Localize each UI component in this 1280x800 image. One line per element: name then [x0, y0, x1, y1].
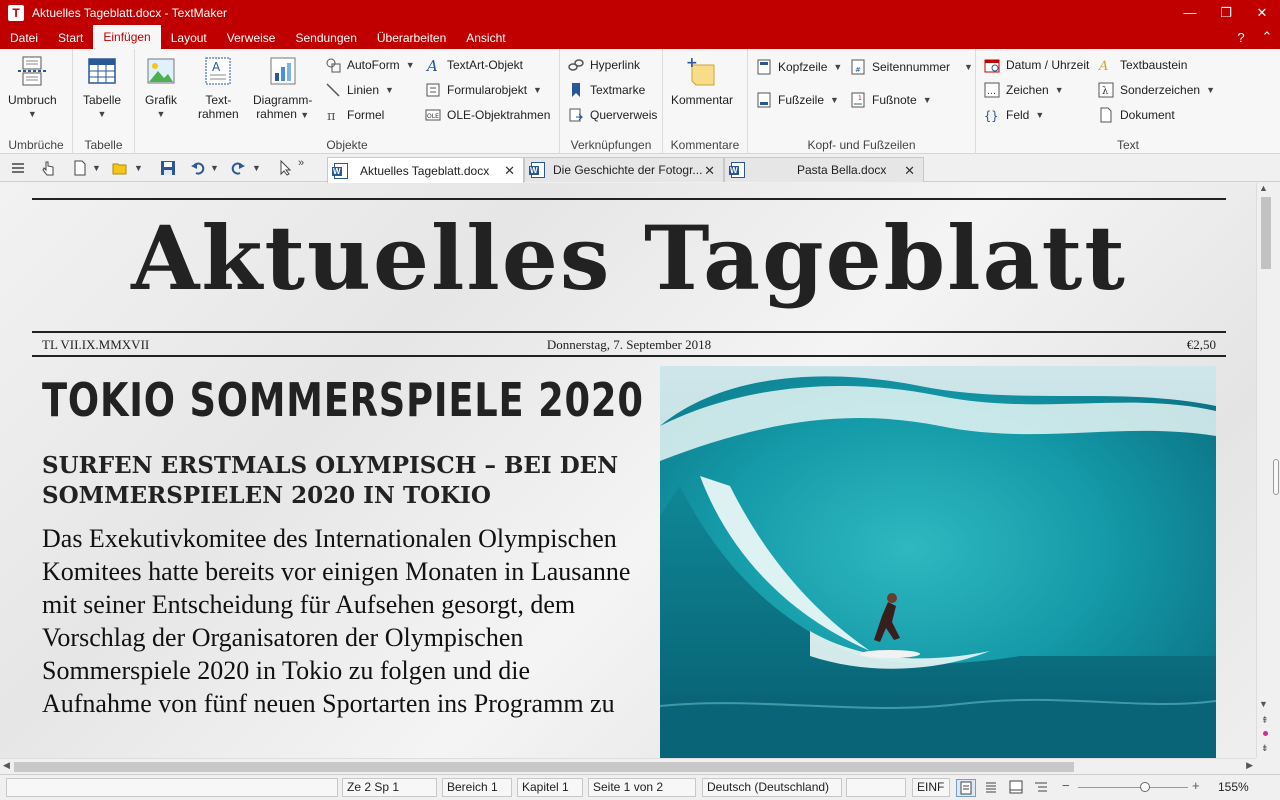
group-objekte — [135, 49, 560, 154]
surfer-wave-photo[interactable] — [660, 366, 1216, 758]
svg-text:…: … — [987, 87, 996, 97]
help-icon[interactable]: ? — [1237, 29, 1245, 45]
group-verknuepfungen — [560, 49, 663, 154]
group-text — [976, 49, 1280, 154]
zoom-in-icon[interactable]: + — [1192, 778, 1200, 793]
svg-text:A: A — [427, 57, 438, 73]
menu-ueberarbeiten[interactable]: Überarbeiten — [376, 31, 447, 45]
open-dropdown-chevron-icon[interactable]: ▼ — [134, 163, 143, 173]
umbruch-label: Umbruch — [8, 93, 57, 107]
vertical-scroll-thumb[interactable] — [1261, 197, 1271, 269]
status-empty-field — [846, 778, 906, 797]
redo-icon[interactable] — [230, 160, 246, 176]
linien-button[interactable] — [325, 80, 394, 100]
textrahmen-button[interactable] — [198, 55, 239, 121]
diagrammrahmen-label-line2: rahmen ▼ — [256, 107, 310, 121]
chart-frame-icon — [267, 55, 299, 87]
previous-page-icon[interactable]: ⇞ — [1261, 715, 1269, 725]
linien-label: Linien — [347, 83, 380, 97]
tabelle-button[interactable] — [83, 55, 121, 121]
seitennummer-button[interactable] — [850, 57, 973, 77]
article-subheadline[interactable]: SURFEN ERSTMALS OLYMPISCH – BEI DEN SOMMERSPIELEN 2020 IN TOKIO — [42, 452, 619, 509]
view-outline-icon[interactable] — [1032, 779, 1052, 797]
textmarke-label: Textmarke — [590, 83, 646, 97]
footer-icon — [756, 92, 772, 108]
textart-button[interactable] — [425, 55, 523, 75]
article-headline[interactable]: TOKIO SOMMERSPIELE 2020 — [42, 373, 644, 427]
chevron-down-icon: ▼ — [405, 60, 415, 70]
close-tab-icon[interactable]: ✕ — [504, 163, 515, 178]
autoform-label: AutoForm — [347, 58, 400, 72]
feld-button[interactable] — [984, 105, 1044, 125]
tab-label: Aktuelles Tageblatt.docx — [360, 163, 490, 178]
horizontal-scroll-thumb[interactable] — [14, 762, 1074, 772]
group-label-kommentare: Kommentare — [670, 138, 740, 152]
textart-icon — [425, 57, 441, 73]
next-page-icon[interactable]: ⇟ — [1261, 743, 1269, 753]
save-icon[interactable] — [160, 160, 176, 176]
new-document-icon[interactable] — [72, 160, 88, 176]
chevron-down-icon: ▼ — [830, 95, 839, 105]
fussnote-label: Fußnote — [872, 93, 917, 107]
chevron-down-icon: ▼ — [833, 62, 843, 72]
group-umbrueche — [0, 49, 73, 154]
ole-objektrahmen-button[interactable] — [425, 105, 550, 125]
feld-label: Feld — [1006, 108, 1030, 122]
chevron-down-icon: ▼ — [922, 95, 932, 105]
tab-label: Die Geschichte der Fotogr... — [553, 163, 703, 177]
group-kopf-fusszeilen — [748, 49, 976, 154]
group-tabelle — [73, 49, 135, 154]
header-icon — [756, 59, 772, 75]
calendar-icon — [984, 57, 1000, 73]
group-kommentare — [663, 49, 748, 154]
masthead[interactable]: Aktuelles Tageblatt — [131, 206, 1127, 310]
quick-toolbar — [0, 155, 1280, 182]
date-text[interactable]: Donnerstag, 7. September 2018 — [546, 337, 712, 352]
minimize-button[interactable]: — — [1183, 5, 1197, 20]
chevron-down-icon: ▼ — [156, 109, 166, 119]
svg-text:OLE: OLE — [427, 113, 439, 120]
status-seite[interactable]: Seite 1 von 2 — [588, 778, 696, 797]
kommentar-label: Kommentar — [671, 93, 734, 107]
page-break-icon — [16, 55, 48, 87]
word-document-icon — [334, 163, 348, 179]
querverweis-label: Querverweis — [590, 108, 658, 122]
svg-text:A: A — [1099, 59, 1109, 73]
autoform-button[interactable] — [325, 55, 415, 75]
sonderzeichen-label: Sonderzeichen — [1120, 83, 1201, 97]
seitennummer-label: Seitennummer — [872, 60, 951, 74]
menu-right-controls — [1228, 25, 1280, 49]
formularobjekt-button[interactable] — [425, 80, 542, 100]
menu-bar — [0, 25, 1280, 49]
scroll-down-arrow-icon[interactable]: ▼ — [1259, 699, 1268, 709]
select-pointer-icon[interactable] — [278, 160, 294, 176]
status-insert-mode[interactable]: EINF — [912, 778, 950, 797]
ole-label: OLE-Objektrahmen — [447, 108, 551, 122]
menu-layout[interactable]: Layout — [170, 31, 207, 45]
status-position[interactable]: Ze 2 Sp 1 — [342, 778, 437, 797]
ribbon-collapse-icon[interactable]: ⌃ — [1261, 29, 1273, 44]
group-label-tabelle: Tabelle — [84, 138, 123, 152]
document-icon — [1098, 107, 1114, 123]
undo-dropdown-chevron-icon[interactable]: ▼ — [210, 163, 219, 173]
splitter-handle[interactable] — [1273, 459, 1279, 495]
svg-text:A: A — [212, 60, 221, 74]
hyperlink-label: Hyperlink — [590, 58, 641, 72]
diagrammrahmen-label-line1: Diagramm- — [253, 93, 313, 107]
footnote-icon — [850, 92, 866, 108]
touch-mode-icon[interactable] — [40, 160, 56, 176]
title-bar — [0, 0, 1280, 25]
grafik-button[interactable] — [145, 55, 177, 121]
field-icon — [984, 107, 1000, 123]
textbaustein-button[interactable] — [1098, 55, 1187, 75]
text-frame-icon — [202, 55, 234, 87]
zeichen-button[interactable] — [984, 80, 1064, 100]
tab-aktuelles-tageblatt[interactable] — [327, 157, 524, 183]
scroll-up-arrow-icon[interactable]: ▲ — [1259, 183, 1268, 193]
chevron-down-icon: ▼ — [1054, 85, 1064, 95]
edition-text[interactable]: TL VII.IX.MMXVII — [42, 337, 150, 352]
textbaustein-label: Textbaustein — [1120, 58, 1188, 72]
line-icon — [325, 82, 341, 98]
zoom-slider-track[interactable] — [1078, 787, 1188, 788]
umbruch-button[interactable] — [8, 55, 57, 121]
more-tools-icon[interactable]: » — [298, 157, 305, 169]
word-document-icon — [531, 162, 545, 178]
vertical-scrollbar[interactable] — [1256, 183, 1280, 758]
window-title: Aktuelles Tageblatt.docx - TextMaker — [32, 5, 227, 20]
zoom-level[interactable]: 155% — [1218, 780, 1249, 794]
open-folder-icon[interactable] — [112, 160, 128, 176]
status-kapitel[interactable]: Kapitel 1 — [517, 778, 583, 797]
group-label-kopf-fusszeilen: Kopf- und Fußzeilen — [807, 138, 916, 152]
chevron-down-icon: ▼ — [1035, 110, 1045, 120]
status-bereich[interactable]: Bereich 1 — [442, 778, 512, 797]
querverweis-button[interactable] — [568, 105, 657, 125]
redo-dropdown-chevron-icon[interactable]: ▼ — [252, 163, 261, 173]
menu-start[interactable]: Start — [58, 31, 84, 45]
comment-icon — [686, 55, 718, 87]
status-bar — [0, 774, 1280, 800]
browse-object-icon[interactable] — [1263, 731, 1268, 736]
info-rule-top — [32, 331, 1226, 333]
horizontal-scrollbar[interactable] — [0, 758, 1256, 774]
group-label-objekte: Objekte — [326, 138, 368, 152]
zoom-slider-handle[interactable] — [1140, 782, 1150, 792]
tab-geschichte-fotografie[interactable] — [524, 157, 724, 182]
top-rule — [32, 198, 1226, 200]
window-controls — [1172, 0, 1280, 25]
grafik-label: Grafik — [145, 93, 178, 107]
word-document-icon — [731, 162, 745, 178]
link-icon — [568, 57, 584, 73]
chevron-down-icon: ▼ — [97, 109, 107, 119]
hyperlink-button[interactable] — [568, 55, 640, 75]
menu-verweise[interactable]: Verweise — [226, 31, 276, 45]
text-module-icon — [1098, 57, 1114, 73]
svg-text:π: π — [327, 109, 336, 123]
textmaker-app-icon[interactable]: T — [8, 5, 24, 21]
chevron-down-icon: ▼ — [533, 85, 542, 95]
form-object-icon — [425, 82, 441, 98]
menu-sendungen[interactable]: Sendungen — [295, 31, 357, 45]
svg-text:#: # — [855, 66, 861, 74]
view-master-page-icon[interactable] — [1007, 779, 1027, 797]
tab-pasta-bella[interactable] — [724, 157, 924, 182]
menu-ansicht[interactable]: Ansicht — [466, 31, 506, 45]
svg-text:+: + — [686, 55, 698, 71]
document-page[interactable] — [0, 183, 1256, 758]
shapes-icon — [325, 57, 341, 73]
maximize-button[interactable]: ❐ — [1220, 4, 1232, 20]
group-label-text: Text — [1116, 138, 1139, 152]
kopfzeile-button[interactable] — [756, 57, 842, 77]
group-label-verknuepfungen: Verknüpfungen — [570, 138, 652, 152]
sonderzeichen-button[interactable] — [1098, 80, 1215, 100]
close-tab-icon[interactable]: ✕ — [704, 163, 715, 178]
tabelle-label: Tabelle — [83, 93, 122, 107]
datum-label: Datum / Uhrzeit — [1006, 58, 1090, 72]
fusszeile-label: Fußzeile — [778, 93, 825, 107]
chevron-down-icon: ▼ — [964, 62, 973, 72]
undo-icon[interactable] — [190, 160, 206, 176]
ole-icon — [425, 107, 441, 123]
textmarke-button[interactable] — [568, 80, 645, 100]
picture-icon — [145, 55, 177, 87]
info-rule-bottom — [32, 355, 1226, 357]
hamburger-menu-icon[interactable] — [10, 160, 26, 176]
svg-text:1: 1 — [858, 95, 862, 102]
price-text[interactable]: €2,50 — [1186, 337, 1216, 352]
table-icon — [86, 55, 118, 87]
menu-einfuegen[interactable]: Einfügen — [93, 25, 160, 49]
kommentar-button[interactable] — [671, 55, 733, 107]
zeichen-label: Zeichen — [1006, 83, 1049, 97]
menu-datei[interactable]: Datei — [10, 31, 39, 45]
textrahmen-label-line1: Text- — [205, 93, 232, 107]
dokument-label: Dokument — [1120, 108, 1175, 122]
article-body[interactable]: Das Exekutivkomitee des Internationalen Olympischen Komitees hatte bereits vor einigen Monaten in Lausanne mit seiner Entscheidung für Aufsehen gesorgt, dem Vorschlag der Organisatoren der Olympischen Sommerspiele 2020 in Tokio zu folgen und die Aufnahme von fünf neuen Sportarten ins Programm zu — [42, 524, 631, 718]
group-label-umbrueche: Umbrüche — [8, 138, 64, 152]
fussnote-button[interactable] — [850, 90, 932, 110]
svg-text:λ: λ — [1102, 86, 1109, 97]
chevron-down-icon: ▼ — [27, 109, 37, 119]
textrahmen-label-line2: rahmen — [198, 107, 239, 121]
close-tab-icon[interactable]: ✕ — [904, 163, 915, 178]
textart-label: TextArt-Objekt — [447, 58, 524, 72]
status-sprache[interactable]: Deutsch (Deutschland) — [702, 778, 842, 797]
chevron-down-icon: ▼ — [1206, 85, 1215, 95]
page-number-icon — [850, 59, 866, 75]
view-continuous-icon[interactable] — [982, 779, 1002, 797]
datum-uhrzeit-button[interactable] — [984, 55, 1089, 75]
scroll-right-arrow-icon[interactable]: ▶ — [1246, 760, 1253, 770]
diagrammrahmen-button[interactable] — [253, 55, 312, 122]
lambda-icon — [1098, 82, 1114, 98]
view-page-icon[interactable] — [956, 779, 976, 797]
status-message-field — [6, 778, 338, 797]
formula-icon — [325, 107, 341, 123]
bookmark-icon — [568, 82, 584, 98]
scroll-left-arrow-icon[interactable]: ◀ — [3, 760, 10, 770]
formel-label: Formel — [347, 108, 385, 122]
kopfzeile-label: Kopfzeile — [778, 60, 828, 74]
info-line — [42, 337, 1216, 353]
formel-button[interactable] — [325, 105, 384, 125]
chevron-down-icon: ▼ — [385, 85, 394, 95]
document-area[interactable] — [0, 183, 1256, 758]
ribbon — [0, 49, 1280, 154]
svg-text:{}: {} — [984, 109, 999, 123]
tab-label: Pasta Bella.docx — [797, 163, 887, 177]
dokument-button[interactable] — [1098, 105, 1175, 125]
formularobjekt-label: Formularobjekt — [447, 83, 528, 97]
new-dropdown-chevron-icon[interactable]: ▼ — [92, 163, 101, 173]
character-icon — [984, 82, 1000, 98]
close-button[interactable]: ✕ — [1256, 4, 1268, 20]
fusszeile-button[interactable] — [756, 90, 839, 110]
cross-reference-icon — [568, 107, 584, 123]
zoom-out-icon[interactable]: − — [1062, 778, 1070, 793]
